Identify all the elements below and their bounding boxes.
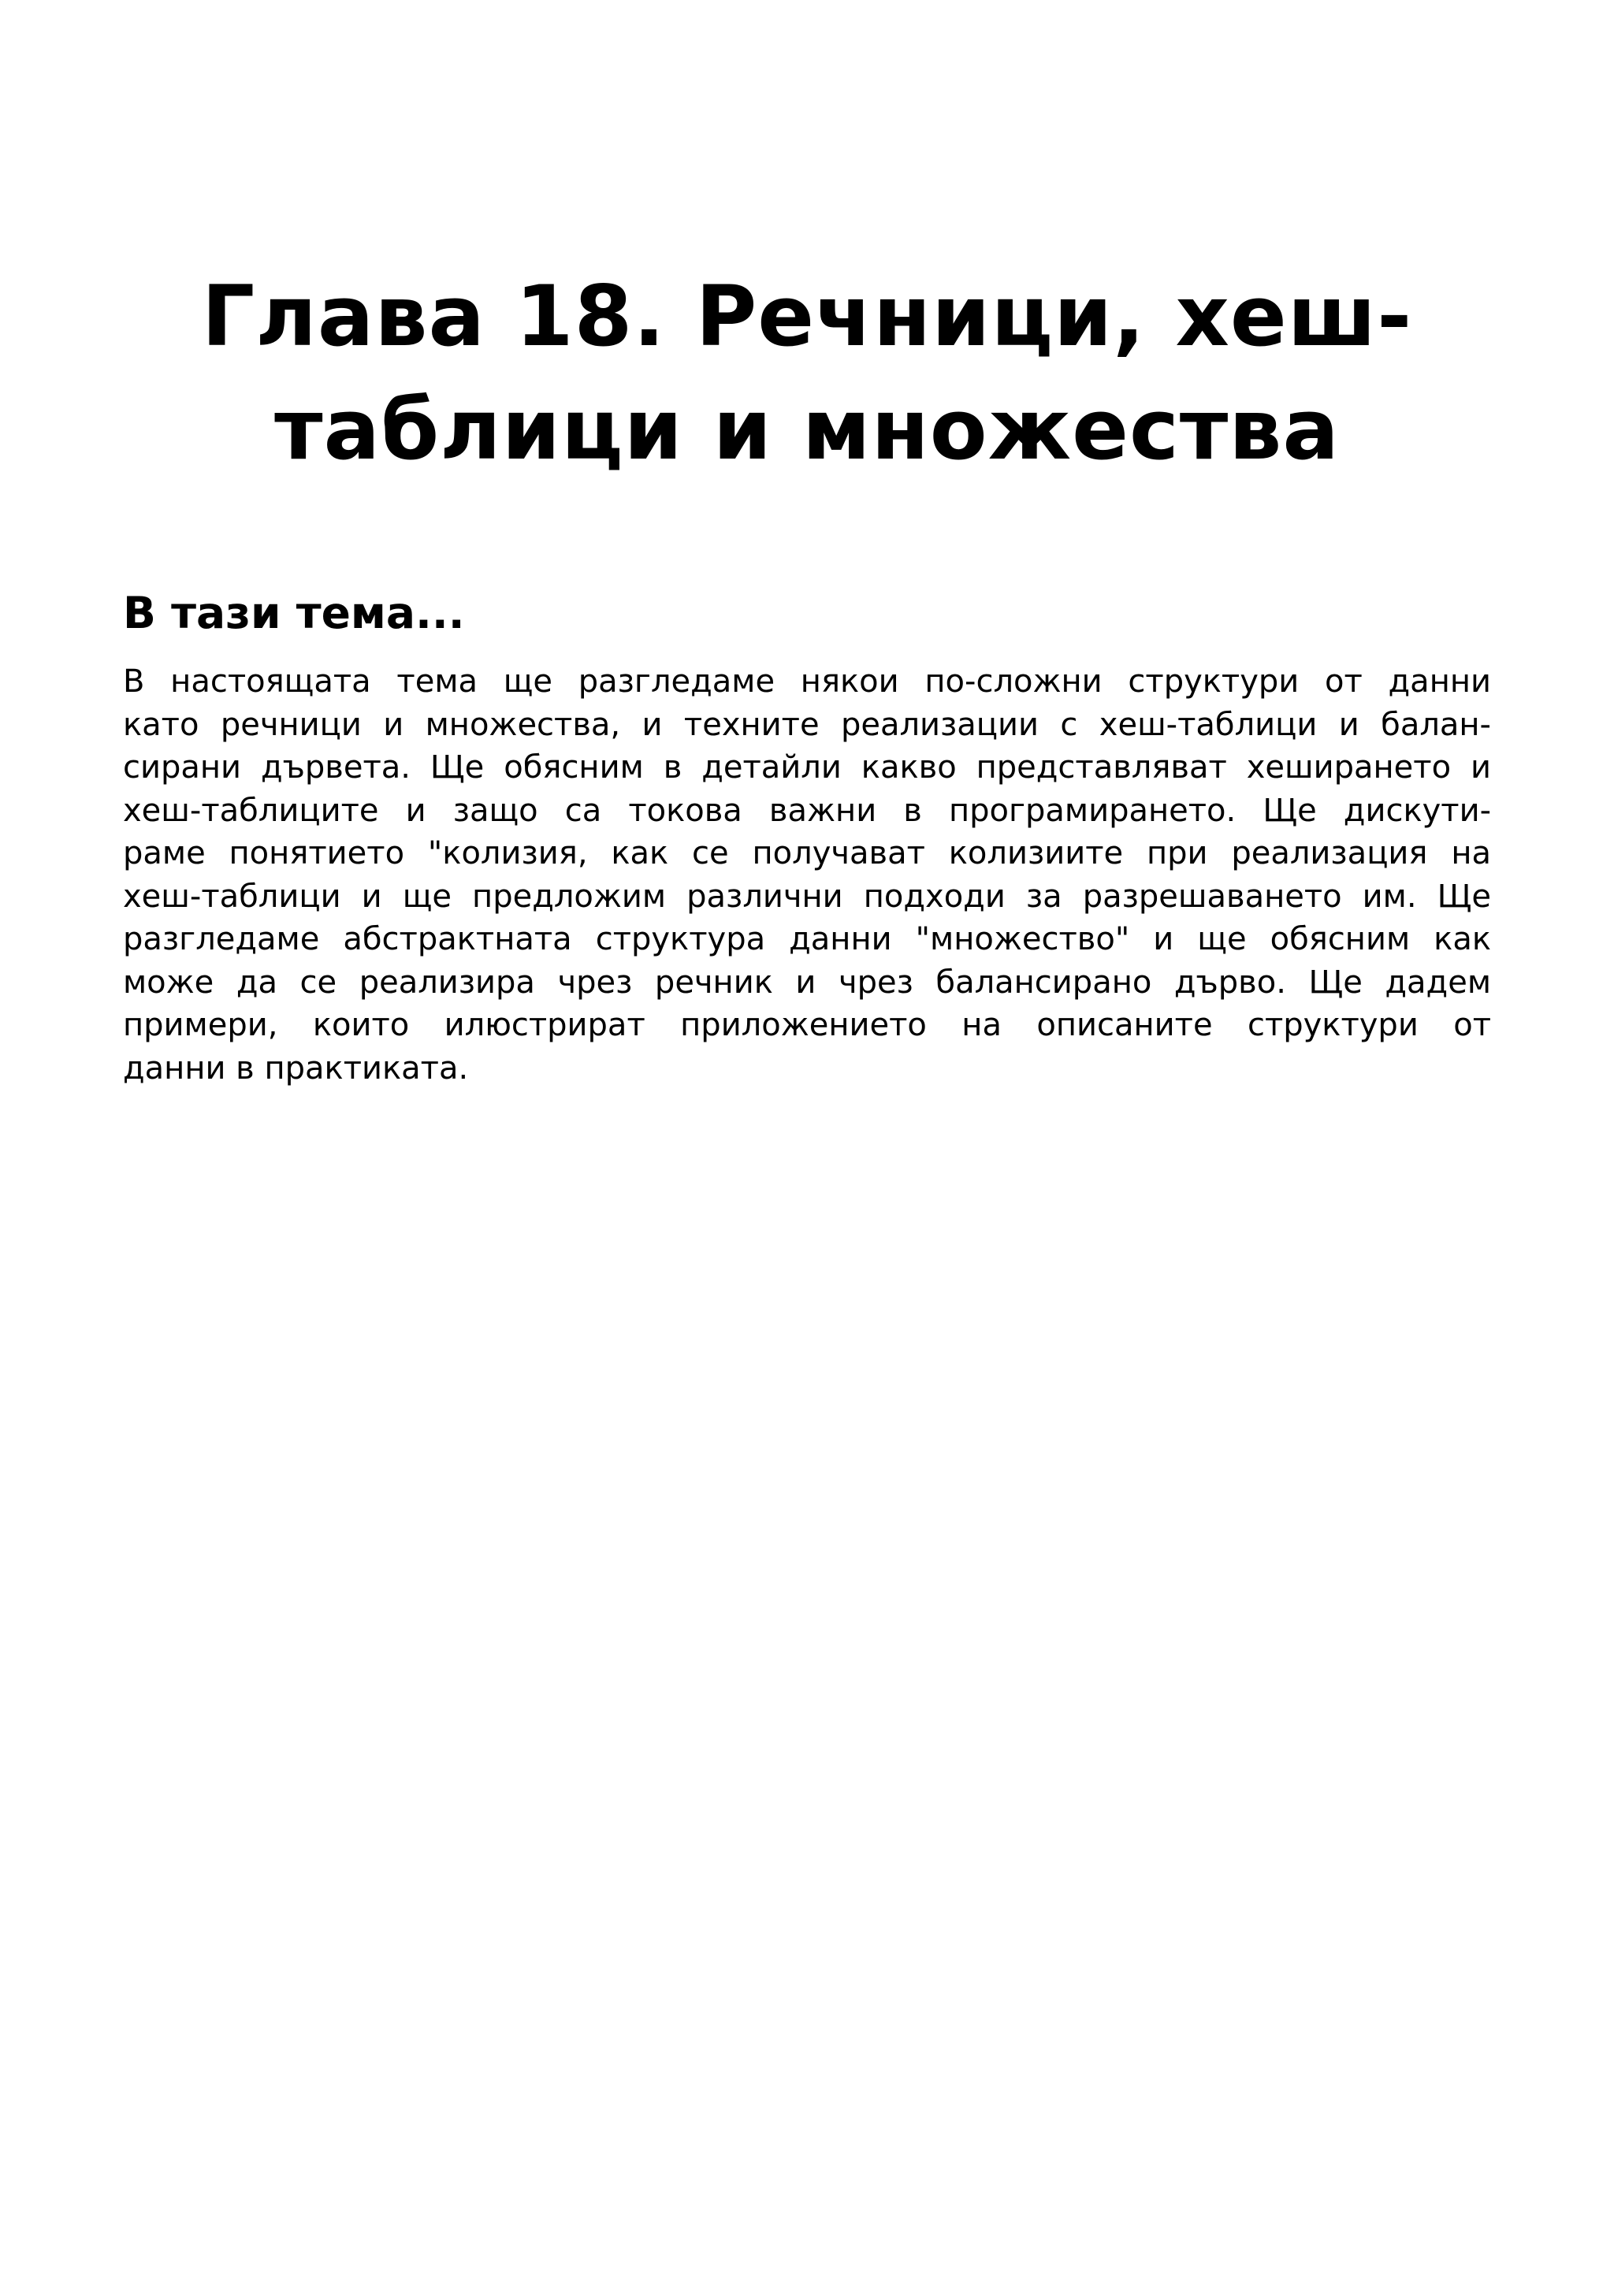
- chapter-title-line: таблици и множества: [274, 381, 1340, 478]
- chapter-title: [110, 260, 1504, 487]
- paragraph-line: примери, които илюстрират приложението на описаните структури от: [123, 1007, 1491, 1043]
- chapter-title-line: Глава 18. Речници, хеш-: [201, 268, 1413, 365]
- paragraph-line: може да се реализира чрез речник и чрез балансирано дърво. Ще дадем: [123, 964, 1491, 1001]
- paragraph-line: хеш-таблици и ще предложим различни подходи за разрешаването им. Ще: [123, 878, 1491, 915]
- paragraph-line: сирани дървета. Ще обясним в детайли какво представляват хеширането и: [123, 749, 1491, 786]
- paragraph-line: данни в практиката.: [123, 1050, 469, 1087]
- paragraph-line: като речници и множества, и техните реализации с хеш-таблици и балан-: [123, 706, 1491, 743]
- paragraph-line: раме понятието "колизия, как се получават колизиите при реализация на: [123, 835, 1491, 871]
- paragraph-line: В настоящата тема ще разгледаме някои по-сложни структури от данни: [123, 663, 1491, 700]
- paragraph-line: разгледаме абстрактната структура данни "множество" и ще обясним как: [123, 921, 1491, 957]
- paragraph-line: хеш-таблиците и защо са токова важни в програмирането. Ще дискути-: [123, 792, 1491, 829]
- section-heading: В тази тема...: [123, 588, 465, 638]
- intro-paragraph: [123, 660, 1491, 1090]
